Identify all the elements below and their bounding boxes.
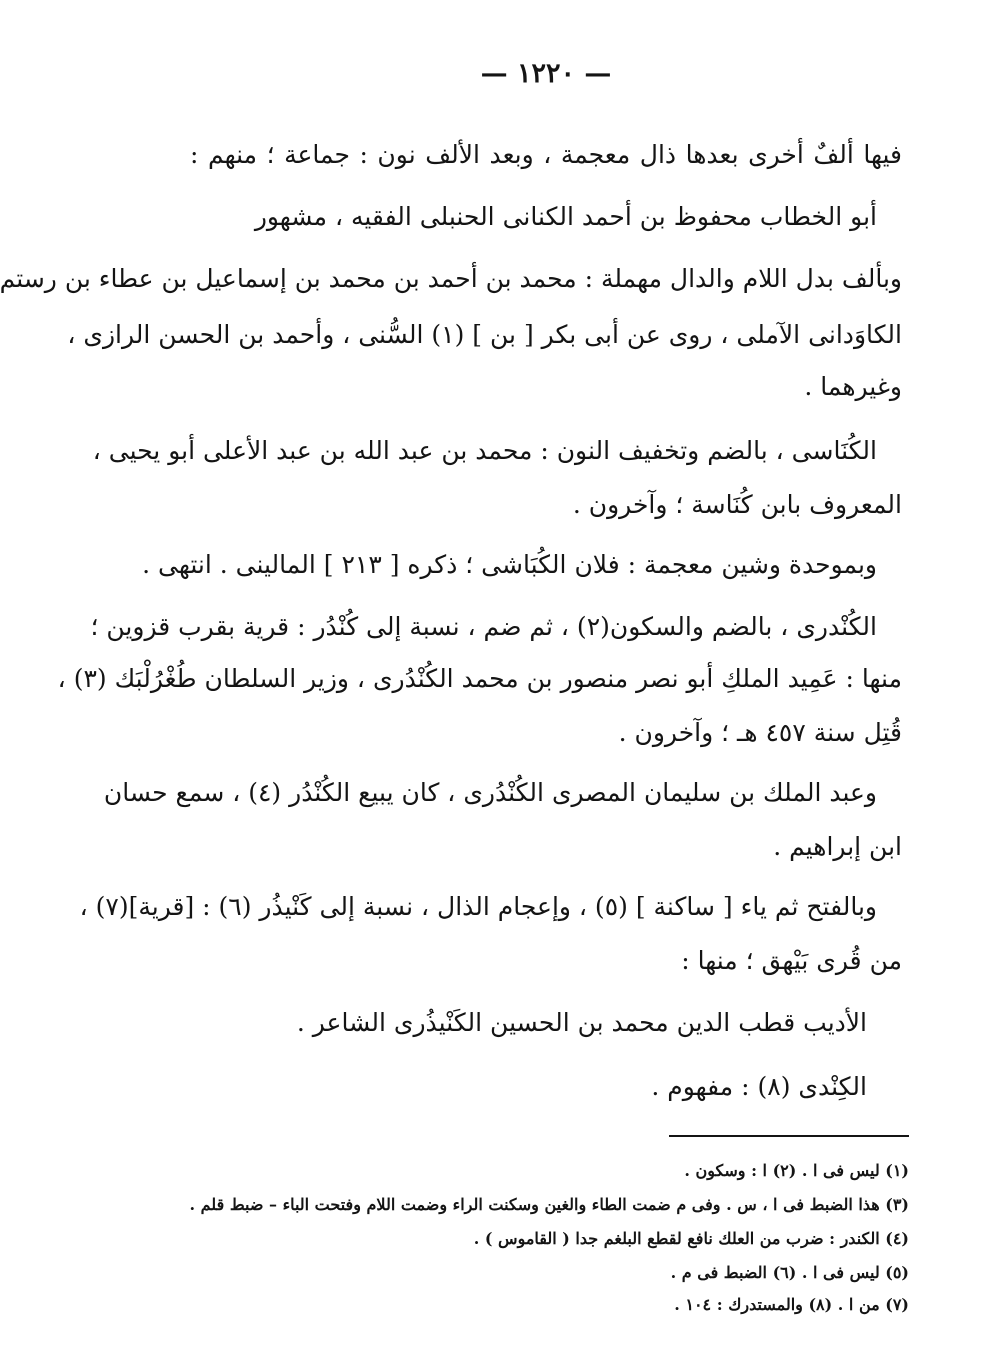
text-line: المعروف بابن كُنَاسة ؛ وآخرون . [572,490,902,519]
text-line: وبألف بدل اللام والدال مهملة : محمد بن أحمد بن محمد بن إسماعيل بن عطاء بن رستم [0,264,902,293]
footnote-divider [669,1135,909,1137]
footnote-line: (٤) الكندر : ضرب من العلك نافع لقطع البلغم جدا ( القاموس ) . [473,1229,909,1248]
text-line: ابن إبراهيم . [773,832,902,861]
footnote-line: (٥) ليس فى ا . (٦) الضبط فى م . [670,1263,909,1282]
text-line: فيها ألفٌ أخرى بعدها ذال معجمة ، وبعد الألف نون : جماعة ؛ منهم : [190,140,902,169]
footnote-line: (٣) هذا الضبط فى ا ، س . وفى م ضمت الطاء والغين وسكنت الراء وضمت اللام وفتحت الباء – ضبط قلم . [189,1195,909,1214]
footnote-line: (٧) من ا . (٨) والمستدرك : ١٠٤ . [674,1295,909,1314]
text-line: الأديب قطب الدين محمد بن الحسين الكَنْيذُرى الشاعر . [296,1008,867,1037]
text-line: قُتِل سنة ٤٥٧ هـ ؛ وآخرون . [618,718,902,747]
text-line: الكُنَاسى ، بالضم وتخفيف النون : محمد بن عبد الله بن عبد الأعلى أبو يحيى ، [92,436,877,465]
footnote-line: (١) ليس فى ا . (٢) ا : وسكون . [684,1161,909,1180]
text-line: وغيرهما . [804,372,902,401]
text-line: من قُرى بَيْهق ؛ منها : [681,946,902,975]
text-line: الكِنْدى (٨) : مفهوم . [651,1072,867,1101]
text-line: وبموحدة وشين معجمة : فلان الكُبَاشى ؛ ذكره [ ٢١٣ ] المالينى . انتهى . [142,550,877,579]
text-line: أبو الخطاب محفوظ بن أحمد الكنانى الحنبلى الفقيه ، مشهور [254,202,877,231]
text-line: وعبد الملك بن سليمان المصرى الكُنْدُرى ، كان يبيع الكُنْدُر (٤) ، سمع حسان [103,778,877,807]
page-number: — ۱۲۲۰ — [480,58,612,89]
text-line: منها : عَمِيد الملكِ أبو نصر منصور بن محمد الكُنْدُرى ، وزير السلطان طُغْرُلْبَك (٣) ، [57,664,902,693]
text-line: الكُنْدرى ، بالضم والسكون(٢) ، ثم ضم ، نسبة إلى كُنْدُر : قرية بقرب قزوين ؛ [90,612,877,641]
text-line: وبالفتح ثم ياء [ ساكنة ] (٥) ، وإعجام الذال ، نسبة إلى كَنْيذُر (٦) : [قرية](٧) ، [79,892,877,921]
text-line: الكاوَدانى الآملى ، روى عن أبى بكر [ بن ] (١) السُّنى ، وأحمد بن الحسن الرازى ، [67,320,902,349]
